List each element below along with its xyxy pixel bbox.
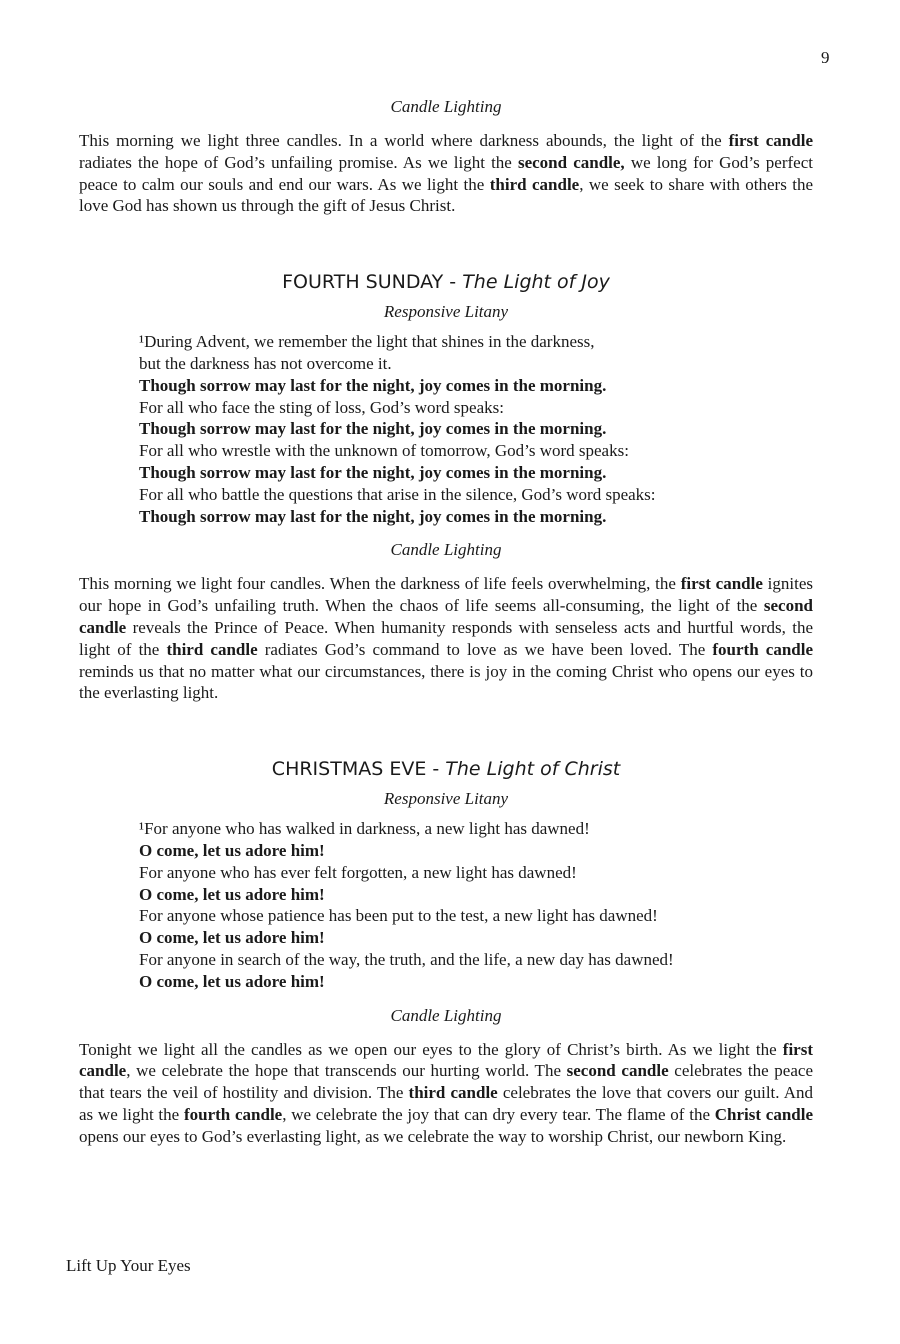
- bold-phrase: fourth candle: [712, 639, 814, 659]
- litany-response: O come, let us adore him!: [139, 840, 325, 860]
- litany-response: O come, let us adore him!: [139, 928, 325, 948]
- fourth-sunday-candle-label: Candle Lighting: [390, 540, 502, 560]
- fourth-sunday-title-main: FOURTH SUNDAY -: [282, 271, 463, 294]
- text-run: radiates the hope of God’s unfailing promise. As we light the: [79, 152, 518, 172]
- fourth-sunday-title-italic: The Light of Joy: [462, 271, 610, 294]
- text-run: reveals the Prince of Peace. When humanity responds with senseless acts and hurtful words, the light of the: [79, 617, 813, 659]
- litany-leader-line: For anyone whose patience has been put to the test, a new light has dawned!: [139, 906, 658, 926]
- text-run: celebrates the love that covers our guilt. And as we light the: [79, 1083, 813, 1124]
- fourth-sunday-litany-label: Responsive Litany: [383, 302, 509, 322]
- litany-leader-line: but the darkness has not overcome it.: [139, 353, 392, 373]
- fourth-sunday-title: [79, 269, 813, 295]
- bold-phrase: Christ candle: [714, 1104, 814, 1124]
- bold-phrase: fourth candle: [183, 1104, 283, 1124]
- litany-response: O come, let us adore him!: [139, 971, 325, 991]
- litany-leader-line: For all who face the sting of loss, God’s word speaks:: [139, 397, 504, 417]
- text-run: This morning we light three candles. In a world where darkness abounds, the light of the: [79, 131, 729, 150]
- text-run: Tonight we light all the candles as we open our eyes to the glory of Christ’s birth. As we light the: [79, 1039, 783, 1059]
- christmas-eve-title-italic: The Light of Christ: [445, 758, 621, 781]
- christmas-eve-title: [79, 756, 813, 782]
- litany-response: Though sorrow may last for the night, joy comes in the morning.: [139, 419, 607, 439]
- litany-leader-line: For all who wrestle with the unknown of tomorrow, God’s word speaks:: [139, 441, 629, 461]
- christmas-eve-litany: [139, 818, 813, 992]
- bold-phrase: second candle: [566, 1061, 669, 1081]
- bold-phrase: third candle: [489, 174, 580, 194]
- bold-phrase: first candle: [728, 131, 813, 150]
- litany-response: Though sorrow may last for the night, joy comes in the morning.: [139, 375, 607, 395]
- litany-leader-line: ¹For anyone who has walked in darkness, a new light has dawned!: [139, 819, 590, 839]
- text-run: reminds us that no matter what our circumstances, there is joy in the coming Christ who opens our eyes to the everlasting light.: [79, 661, 813, 703]
- litany-response: O come, let us adore him!: [139, 884, 325, 904]
- page-number: 9: [821, 48, 830, 67]
- footer-title: Lift Up Your Eyes: [66, 1256, 191, 1275]
- text-run: , we seek to share with others the love God has shown us through the gift of Jesus Christ.: [79, 174, 814, 216]
- text-run: celebrates the peace that tears the veil of hostility and division. The: [79, 1061, 813, 1103]
- litany-leader-line: For all who battle the questions that arise in the silence, God’s word speaks:: [139, 484, 656, 504]
- christmas-eve-litany-label: Responsive Litany: [383, 789, 509, 809]
- text-run: opens our eyes to God’s everlasting light, as we celebrate the way to worship Christ, our newborn King.: [79, 1126, 787, 1146]
- christmas-eve-title-main: CHRISTMAS EVE -: [271, 758, 446, 781]
- candle-lighting-heading: Candle Lighting: [390, 97, 502, 116]
- christmas-eve-paragraph: [79, 1039, 813, 1148]
- fourth-sunday-litany: [139, 331, 813, 527]
- text-run: , we celebrate the joy that can dry every tear. The flame of the: [282, 1104, 715, 1124]
- christmas-eve-candle-label: Candle Lighting: [390, 1005, 502, 1025]
- litany-leader-line: For anyone in search of the way, the truth, and the life, a new day has dawned!: [139, 949, 674, 969]
- litany-response: Though sorrow may last for the night, joy comes in the morning.: [139, 506, 607, 526]
- litany-leader-line: For anyone who has ever felt forgotten, a new light has dawned!: [139, 862, 577, 882]
- text-run: , we celebrate the hope that transcends our hurting world. The: [126, 1061, 567, 1081]
- litany-response: Though sorrow may last for the night, joy comes in the morning.: [139, 462, 607, 482]
- text-run: radiates God’s command to love as we have been loved. The: [257, 639, 713, 659]
- fourth-sunday-paragraph: [79, 573, 813, 704]
- candle-lighting-paragraph: [79, 130, 813, 217]
- bold-phrase: second candle: [79, 596, 813, 637]
- litany-leader-line: ¹During Advent, we remember the light that shines in the darkness,: [139, 332, 595, 352]
- bold-phrase: first candle: [680, 574, 763, 594]
- bold-phrase: third candle: [166, 639, 258, 659]
- text-run: we long for God’s perfect peace to calm our souls and end our wars. As we light the: [79, 152, 813, 194]
- text-run: ignites our hope in God’s unfailing truth. When the chaos of life seems all-consuming, the light of the: [79, 574, 813, 616]
- text-run: This morning we light four candles. When the darkness of life feels overwhelming, the: [79, 574, 681, 594]
- bold-phrase: third candle: [408, 1083, 498, 1103]
- bold-phrase: first candle: [79, 1039, 813, 1081]
- bold-phrase: second candle,: [517, 152, 625, 172]
- page-content: [79, 96, 813, 1148]
